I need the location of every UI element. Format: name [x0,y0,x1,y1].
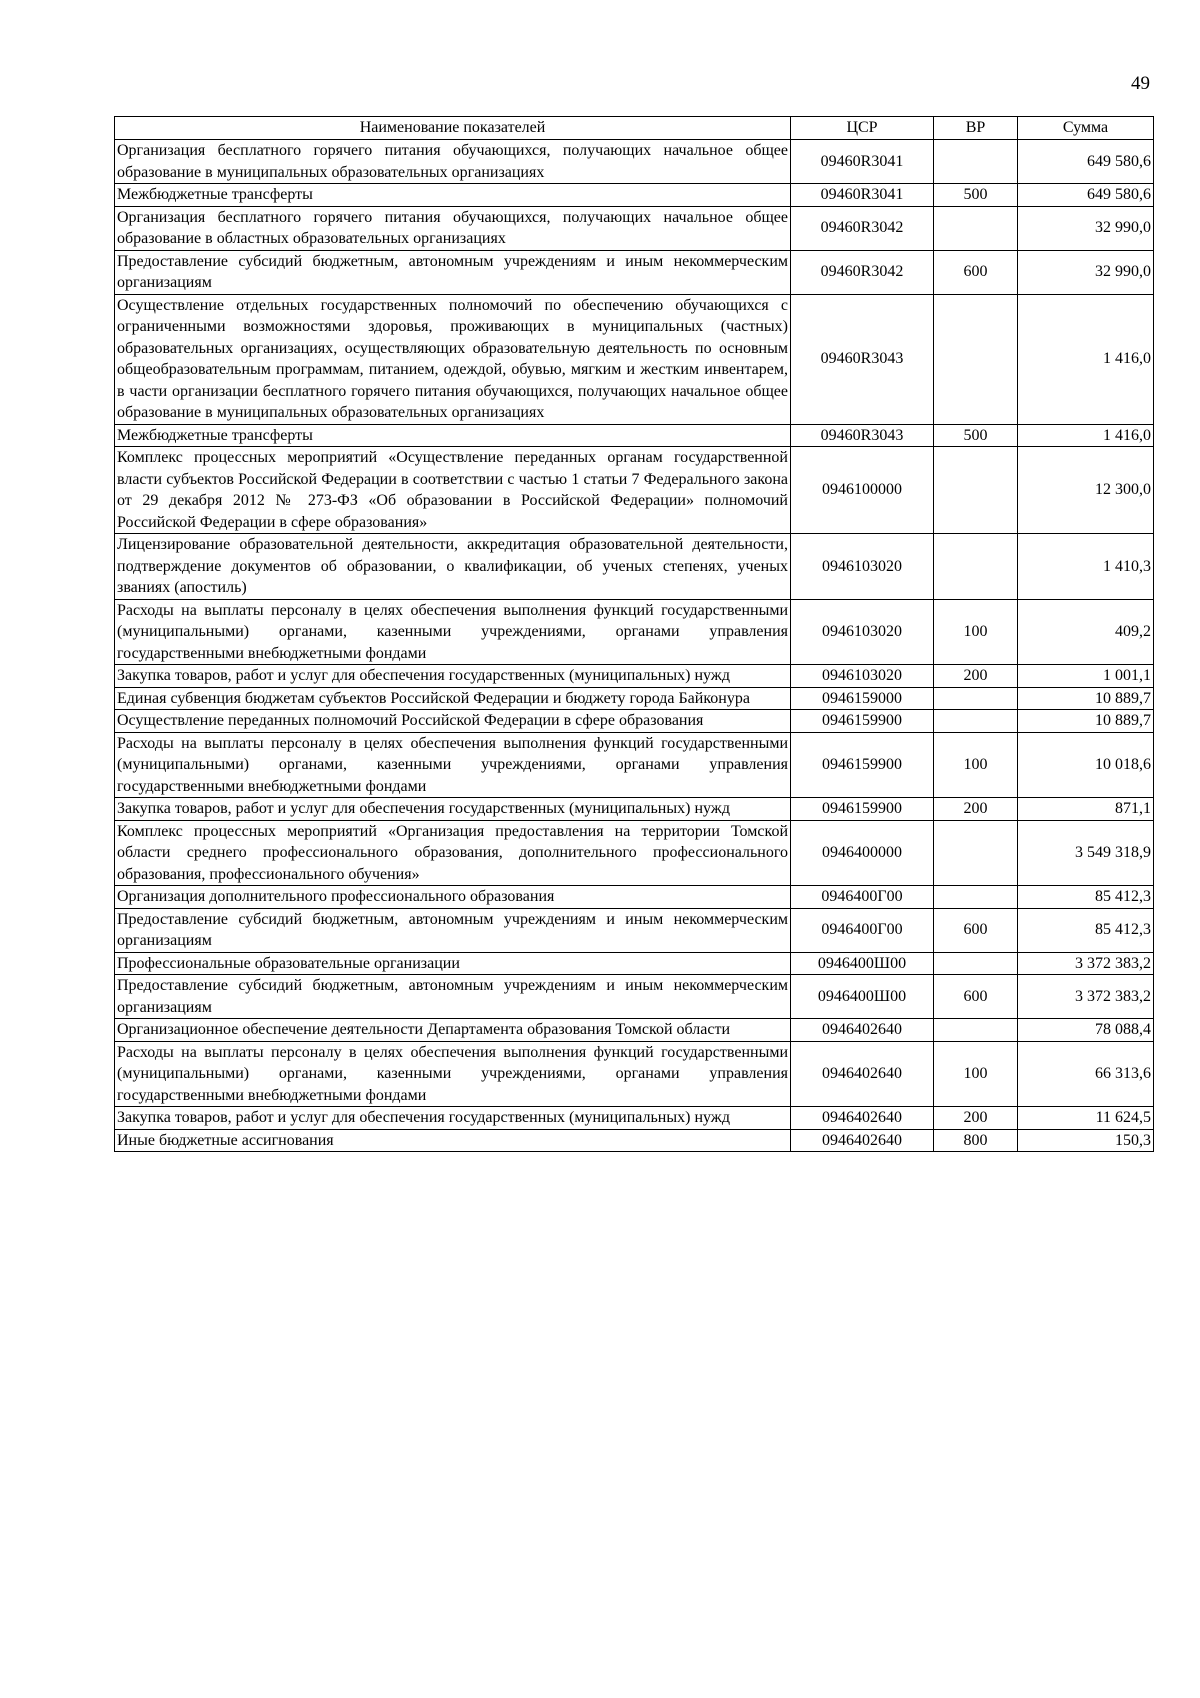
row-name-cell: Расходы на выплаты персоналу в целях обеспечения выполнения функций государственными (муниципальными) органами, казенными учреждениями, органами управления государственными внебюджетными фондами [115,732,791,798]
row-vr-cell: 600 [934,250,1018,294]
row-sum-cell: 10 889,7 [1018,710,1154,733]
row-name-cell: Закупка товаров, работ и услуг для обеспечения государственных (муниципальных) нужд [115,798,791,821]
row-code-cell: 0946402640 [791,1107,934,1130]
table-row [115,140,1154,184]
row-code-cell: 09460R3042 [791,206,934,250]
row-vr-cell: 500 [934,184,1018,207]
row-vr-cell [934,952,1018,975]
row-name-cell: Организация бесплатного горячего питания обучающихся, получающих начальное общее образование в областных образовательных организациях [115,206,791,250]
row-vr-cell: 200 [934,665,1018,688]
row-vr-cell [934,447,1018,534]
row-vr-cell [934,1019,1018,1042]
row-vr-cell: 600 [934,908,1018,952]
row-code-cell: 0946159900 [791,798,934,821]
table-header-row [115,117,1154,140]
row-vr-cell [934,140,1018,184]
table-row [115,250,1154,294]
row-name-cell: Единая субвенция бюджетам субъектов Российской Федерации и бюджету города Байконура [115,687,791,710]
row-code-cell: 0946159900 [791,732,934,798]
row-sum-cell: 10 018,6 [1018,732,1154,798]
table-row [115,710,1154,733]
row-code-cell: 09460R3043 [791,424,934,447]
row-code-cell: 0946159000 [791,687,934,710]
row-name-cell: Межбюджетные трансферты [115,424,791,447]
row-name-cell: Профессиональные образовательные организации [115,952,791,975]
table-row [115,294,1154,424]
row-sum-cell: 871,1 [1018,798,1154,821]
row-name-cell: Закупка товаров, работ и услуг для обеспечения государственных (муниципальных) нужд [115,665,791,688]
row-name-cell: Предоставление субсидий бюджетным, автономным учреждениям и иным некоммерческим организациям [115,975,791,1019]
row-sum-cell: 1 410,3 [1018,534,1154,600]
table-row [115,687,1154,710]
row-sum-cell: 3 549 318,9 [1018,820,1154,886]
row-code-cell: 09460R3041 [791,140,934,184]
row-code-cell: 09460R3042 [791,250,934,294]
row-sum-cell: 150,3 [1018,1129,1154,1152]
row-name-cell: Предоставление субсидий бюджетным, автономным учреждениям и иным некоммерческим организациям [115,908,791,952]
row-sum-cell: 11 624,5 [1018,1107,1154,1130]
row-vr-cell: 800 [934,1129,1018,1152]
row-name-cell: Организационное обеспечение деятельности Департамента образования Томской области [115,1019,791,1042]
row-vr-cell: 200 [934,798,1018,821]
row-code-cell: 0946400Ш00 [791,952,934,975]
row-sum-cell: 3 372 383,2 [1018,975,1154,1019]
row-vr-cell: 100 [934,599,1018,665]
header-name: Наименование показателей [115,117,791,140]
row-vr-cell [934,820,1018,886]
header-sum: Сумма [1018,117,1154,140]
row-sum-cell: 649 580,6 [1018,140,1154,184]
row-code-cell: 0946103020 [791,665,934,688]
row-code-cell: 0946400Г00 [791,908,934,952]
row-code-cell: 0946103020 [791,534,934,600]
table-row [115,184,1154,207]
table-row [115,820,1154,886]
row-name-cell: Расходы на выплаты персоналу в целях обеспечения выполнения функций государственными (муниципальными) органами, казенными учреждениями, органами управления государственными внебюджетными фондами [115,599,791,665]
table-row [115,1107,1154,1130]
row-code-cell: 0946402640 [791,1129,934,1152]
row-sum-cell: 32 990,0 [1018,250,1154,294]
row-vr-cell [934,206,1018,250]
row-name-cell: Закупка товаров, работ и услуг для обеспечения государственных (муниципальных) нужд [115,1107,791,1130]
row-name-cell: Комплекс процессных мероприятий «Организация предоставления на территории Томской области среднего профессионального образования, дополнительного профессионального образования, профессионального обучения» [115,820,791,886]
row-sum-cell: 10 889,7 [1018,687,1154,710]
table-row [115,665,1154,688]
row-vr-cell: 600 [934,975,1018,1019]
row-sum-cell: 12 300,0 [1018,447,1154,534]
row-sum-cell: 85 412,3 [1018,886,1154,909]
row-name-cell: Осуществление переданных полномочий Российской Федерации в сфере образования [115,710,791,733]
row-code-cell: 09460R3041 [791,184,934,207]
table-row [115,975,1154,1019]
table-row [115,952,1154,975]
row-sum-cell: 85 412,3 [1018,908,1154,952]
header-code: ЦСР [791,117,934,140]
table-row [115,1019,1154,1042]
row-vr-cell: 100 [934,1041,1018,1107]
page-number: 49 [1131,73,1150,94]
table-row [115,732,1154,798]
row-vr-cell [934,534,1018,600]
row-code-cell: 0946159900 [791,710,934,733]
table-row [115,886,1154,909]
header-vr: ВР [934,117,1018,140]
row-sum-cell: 78 088,4 [1018,1019,1154,1042]
row-name-cell: Организация бесплатного горячего питания обучающихся, получающих начальное общее образование в муниципальных образовательных организациях [115,140,791,184]
row-code-cell: 0946400Ш00 [791,975,934,1019]
row-name-cell: Иные бюджетные ассигнования [115,1129,791,1152]
budget-table [114,116,1154,1152]
row-sum-cell: 1 416,0 [1018,294,1154,424]
row-vr-cell [934,294,1018,424]
row-vr-cell [934,687,1018,710]
row-name-cell: Комплекс процессных мероприятий «Осуществление переданных органам государственной власти субъектов Российской Федерации в соответствии с частью 1 статьи 7 Федерального закона от 29 декабря 2012 № 273-ФЗ «Об образовании в Российской Федерации» полномочий Российской Федерации в сфере образования» [115,447,791,534]
row-vr-cell: 500 [934,424,1018,447]
table-body [115,140,1154,1152]
row-code-cell: 0946400000 [791,820,934,886]
row-code-cell: 0946100000 [791,447,934,534]
table-row [115,206,1154,250]
row-vr-cell [934,886,1018,909]
row-name-cell: Расходы на выплаты персоналу в целях обеспечения выполнения функций государственными (муниципальными) органами, казенными учреждениями, органами управления государственными внебюджетными фондами [115,1041,791,1107]
row-sum-cell: 66 313,6 [1018,1041,1154,1107]
table-row [115,1129,1154,1152]
row-sum-cell: 32 990,0 [1018,206,1154,250]
row-code-cell: 0946400Г00 [791,886,934,909]
row-code-cell: 0946402640 [791,1019,934,1042]
table-row [115,798,1154,821]
table-row [115,424,1154,447]
row-sum-cell: 409,2 [1018,599,1154,665]
row-name-cell: Осуществление отдельных государственных полномочий по обеспечению обучающихся с ограниченными возможностями здоровья, проживающих в муниципальных (частных) образовательных организациях, осуществляющих образовательную деятельность по основным общеобразовательным программам, питанием, одеждой, обувью, мягким и жестким инвентарем, в части организации бесплатного горячего питания обучающихся, получающих начальное общее образование в муниципальных образовательных организациях [115,294,791,424]
row-sum-cell: 1 416,0 [1018,424,1154,447]
row-vr-cell: 100 [934,732,1018,798]
row-code-cell: 09460R3043 [791,294,934,424]
row-vr-cell: 200 [934,1107,1018,1130]
row-name-cell: Межбюджетные трансферты [115,184,791,207]
table-row [115,908,1154,952]
row-vr-cell [934,710,1018,733]
row-sum-cell: 649 580,6 [1018,184,1154,207]
row-name-cell: Организация дополнительного профессионального образования [115,886,791,909]
row-name-cell: Предоставление субсидий бюджетным, автономным учреждениям и иным некоммерческим организациям [115,250,791,294]
table-row [115,534,1154,600]
row-code-cell: 0946103020 [791,599,934,665]
row-sum-cell: 1 001,1 [1018,665,1154,688]
row-name-cell: Лицензирование образовательной деятельности, аккредитация образовательной деятельности, подтверждение документов об образовании, о квалификации, об ученых степенях, ученых званиях (апостиль) [115,534,791,600]
table-row [115,1041,1154,1107]
table-row [115,599,1154,665]
row-sum-cell: 3 372 383,2 [1018,952,1154,975]
row-code-cell: 0946402640 [791,1041,934,1107]
table-row [115,447,1154,534]
